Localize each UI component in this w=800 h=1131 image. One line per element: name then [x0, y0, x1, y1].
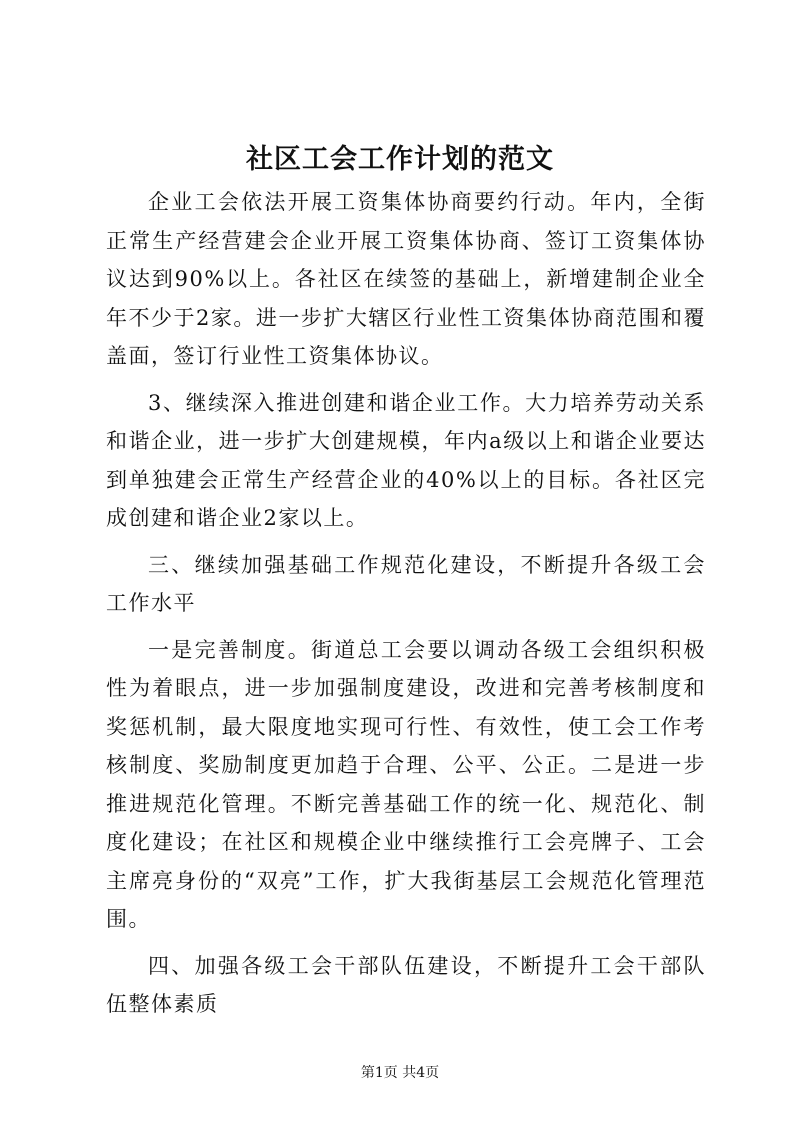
paragraph-system-improvement: 一是完善制度。街道总工会要以调动各级工会组织积极性为着眼点，进一步加强制度建设，改进和完善考核制度和奖惩机制，最大限度地实现可行性、有效性，使工会工作考核制度、奖励制度更加趋于合理、公平、公正。二是进一步推进规范化管理。不断完善基础工作的统一化、规范化、制度化建设；在社区和规模企业中继续推行工会亮牌子、工会主席亮身份的“双亮”工作，扩大我街基层工会规范化管理范围。	[106, 637, 706, 931]
paragraph-wage-negotiation: 企业工会依法开展工资集体协商要约行动。年内，全街正常生产经营建会企业开展工资集体协商、签订工资集体协议达到90%以上。各社区在续签的基础上，新增建制企业全年不少于2家。进一步扩大辖区行业性工资集体协商范围和覆盖面，签订行业性工资集体协议。	[106, 190, 706, 368]
page-number-footer: 第1页 共4页	[360, 1065, 440, 1081]
section-heading-cadre-team: 四、加强各级工会干部队伍建设，不断提升工会干部队伍整体素质	[106, 953, 706, 1016]
document-title: 社区工会工作计划的范文	[246, 144, 554, 175]
paragraph-harmonious-enterprise: 3、继续深入推进创建和谐企业工作。大力培养劳动关系和谐企业，进一步扩大创建规模，年内a级以上和谐企业要达到单独建会正常生产经营企业的40%以上的目标。各社区完成创建和谐企业2家以上。	[106, 390, 706, 530]
document-body	[106, 183, 706, 1032]
section-heading-standardization: 三、继续加强基础工作规范化建设，不断提升各级工会工作水平	[106, 552, 706, 615]
